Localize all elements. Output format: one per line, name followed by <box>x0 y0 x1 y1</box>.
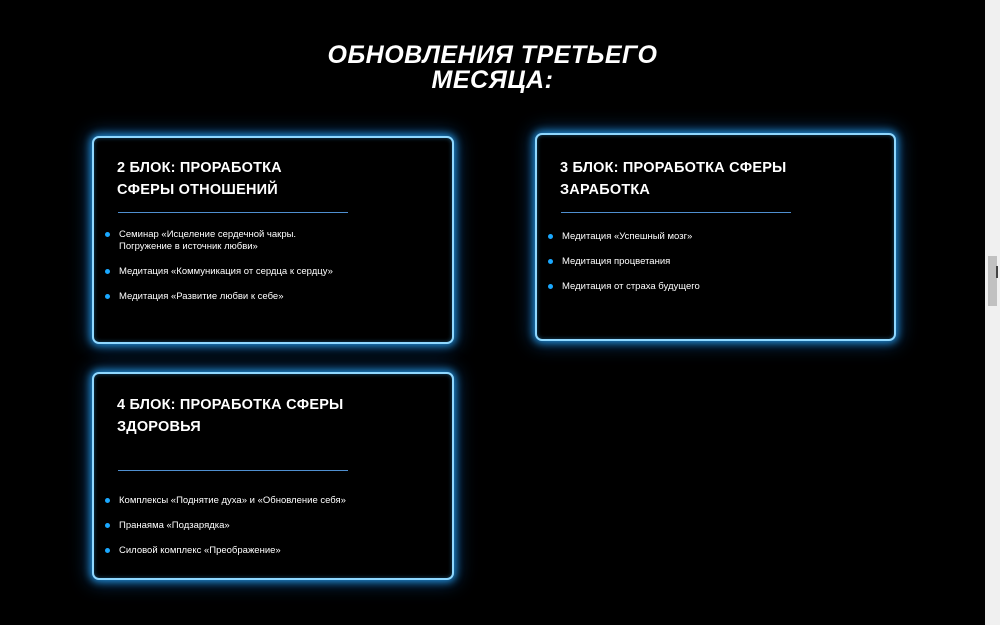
card-title-line-1: 3 БЛОК: ПРОРАБОТКА СФЕРЫ <box>560 160 787 176</box>
page-title-line-2: МЕСЯЦА: <box>431 65 554 94</box>
card-divider <box>561 212 791 213</box>
card-divider <box>118 212 348 213</box>
card-block-4 <box>92 372 454 580</box>
vertical-scrollbar[interactable] <box>985 0 1000 625</box>
bullet-dot-icon <box>105 269 110 274</box>
list-item-line-1: Медитация «Развитие любви к себе» <box>119 291 284 302</box>
list-item <box>547 231 700 243</box>
card-title <box>560 157 786 201</box>
scrollbar-thumb[interactable] <box>988 256 997 306</box>
list-item <box>104 266 333 278</box>
bullet-dot-icon <box>548 234 553 239</box>
card-item-list <box>547 231 700 306</box>
card-title-line-1: 2 БЛОК: ПРОРАБОТКА <box>117 160 282 176</box>
list-item-line-1: Пранаяма «Подзарядка» <box>119 520 230 531</box>
list-item-line-2: Погружение в источник любви» <box>119 241 258 252</box>
card-block-2 <box>92 136 454 344</box>
bullet-dot-icon <box>105 498 110 503</box>
card-title <box>117 157 282 201</box>
list-item-line-1: Медитация процветания <box>562 256 671 267</box>
bullet-dot-icon <box>105 548 110 553</box>
list-item <box>104 520 346 532</box>
list-item <box>104 545 346 557</box>
page-title-line-1: ОБНОВЛЕНИЯ ТРЕТЬЕГО <box>327 40 658 69</box>
list-item-line-1: Медитация от страха будущего <box>562 281 700 292</box>
list-item-line-1: Комплексы «Поднятие духа» и «Обновление себя» <box>119 495 346 506</box>
text-cursor-icon <box>996 266 1000 278</box>
bullet-dot-icon <box>548 259 553 264</box>
bullet-dot-icon <box>548 284 553 289</box>
list-item <box>104 495 346 507</box>
card-title <box>117 394 343 438</box>
list-item <box>104 291 333 303</box>
card-title-line-2: СФЕРЫ ОТНОШЕНИЙ <box>117 182 278 198</box>
card-divider <box>118 470 348 471</box>
card-title-line-2: ЗАРАБОТКА <box>560 182 651 198</box>
card-title-line-2: ЗДОРОВЬЯ <box>117 419 201 435</box>
card-item-list <box>104 495 346 570</box>
list-item-line-1: Медитация «Успешный мозг» <box>562 231 693 242</box>
card-block-3 <box>535 133 896 341</box>
card-title-line-1: 4 БЛОК: ПРОРАБОТКА СФЕРЫ <box>117 397 344 413</box>
list-item <box>547 256 700 268</box>
list-item <box>104 229 333 253</box>
list-item-line-1: Медитация «Коммуникация от сердца к сердцу» <box>119 266 333 277</box>
card-item-list <box>104 229 333 316</box>
bullet-dot-icon <box>105 523 110 528</box>
list-item <box>547 281 700 293</box>
list-item-line-1: Семинар «Исцеление сердечной чакры. <box>119 229 297 240</box>
bullet-dot-icon <box>105 294 110 299</box>
page-title <box>0 40 985 94</box>
bullet-dot-icon <box>105 232 110 237</box>
list-item-line-1: Силовой комплекс «Преображение» <box>119 545 281 556</box>
